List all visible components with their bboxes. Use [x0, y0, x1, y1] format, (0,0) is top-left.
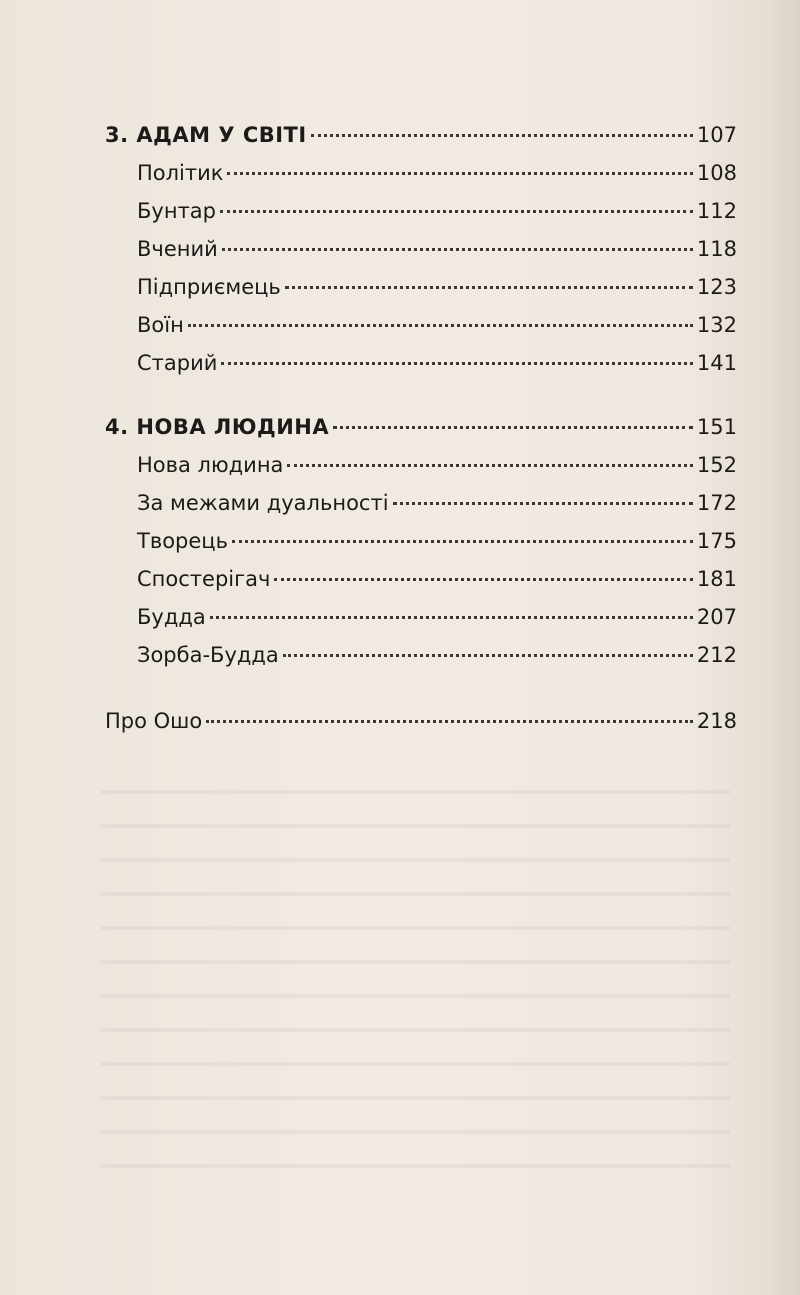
toc-entry [105, 306, 737, 344]
toc-chapter-3 [105, 116, 737, 154]
page-number: 212 [696, 643, 737, 667]
dot-leader [283, 654, 693, 657]
dot-leader [222, 248, 693, 251]
dot-leader [393, 502, 693, 505]
entry-title: Зорба-Будда [137, 643, 279, 667]
dot-leader [274, 578, 692, 581]
toc-chapter-4 [105, 408, 737, 446]
chapter-title: 4. НОВА ЛЮДИНА [105, 415, 330, 439]
toc-entry [105, 192, 737, 230]
toc-entry [105, 560, 737, 598]
page-number: 172 [696, 491, 737, 515]
page-number: 152 [696, 453, 737, 477]
entry-title: Творець [137, 529, 228, 553]
table-of-contents [105, 116, 737, 740]
toc-entry [105, 344, 737, 382]
page-number: 207 [696, 605, 737, 629]
toc-entry [105, 230, 737, 268]
toc-entry [105, 522, 737, 560]
show-through-texture [100, 760, 730, 1180]
dot-leader [287, 464, 692, 467]
page-number: 112 [696, 199, 737, 223]
page-number: 108 [696, 161, 737, 185]
dot-leader [333, 426, 693, 429]
toc-entry [105, 636, 737, 674]
entry-title: Спостерігач [137, 567, 271, 591]
entry-title: Вчений [137, 237, 218, 261]
entry-title: Будда [137, 605, 206, 629]
toc-entry [105, 598, 737, 636]
entry-title: За межами дуальності [137, 491, 389, 515]
page-number: 118 [696, 237, 737, 261]
chapter-title: 3. АДАМ У СВІТІ [105, 123, 307, 147]
dot-leader [311, 134, 693, 137]
toc-entry [105, 268, 737, 306]
page-number: 218 [696, 709, 737, 733]
entry-title: Про Ошо [105, 709, 203, 733]
dot-leader [220, 210, 693, 213]
dot-leader [206, 720, 693, 723]
section-spacer [105, 382, 737, 408]
toc-about [105, 702, 737, 740]
dot-leader [210, 616, 693, 619]
page-number: 107 [696, 123, 737, 147]
page-number: 141 [696, 351, 737, 375]
dot-leader [285, 286, 693, 289]
entry-title: Бунтар [137, 199, 216, 223]
dot-leader [232, 540, 693, 543]
toc-entry [105, 446, 737, 484]
page-number: 181 [696, 567, 737, 591]
entry-title: Нова людина [137, 453, 284, 477]
entry-title: Підприємець [137, 275, 281, 299]
entry-title: Старий [137, 351, 218, 375]
section-spacer [105, 674, 737, 702]
page-number: 151 [696, 415, 737, 439]
page-number: 175 [696, 529, 737, 553]
dot-leader [227, 172, 692, 175]
entry-title: Політик [137, 161, 224, 185]
dot-leader [221, 362, 693, 365]
entry-title: Воїн [137, 313, 184, 337]
page-number: 123 [696, 275, 737, 299]
toc-entry [105, 484, 737, 522]
toc-entry [105, 154, 737, 192]
dot-leader [188, 324, 693, 327]
page-number: 132 [696, 313, 737, 337]
